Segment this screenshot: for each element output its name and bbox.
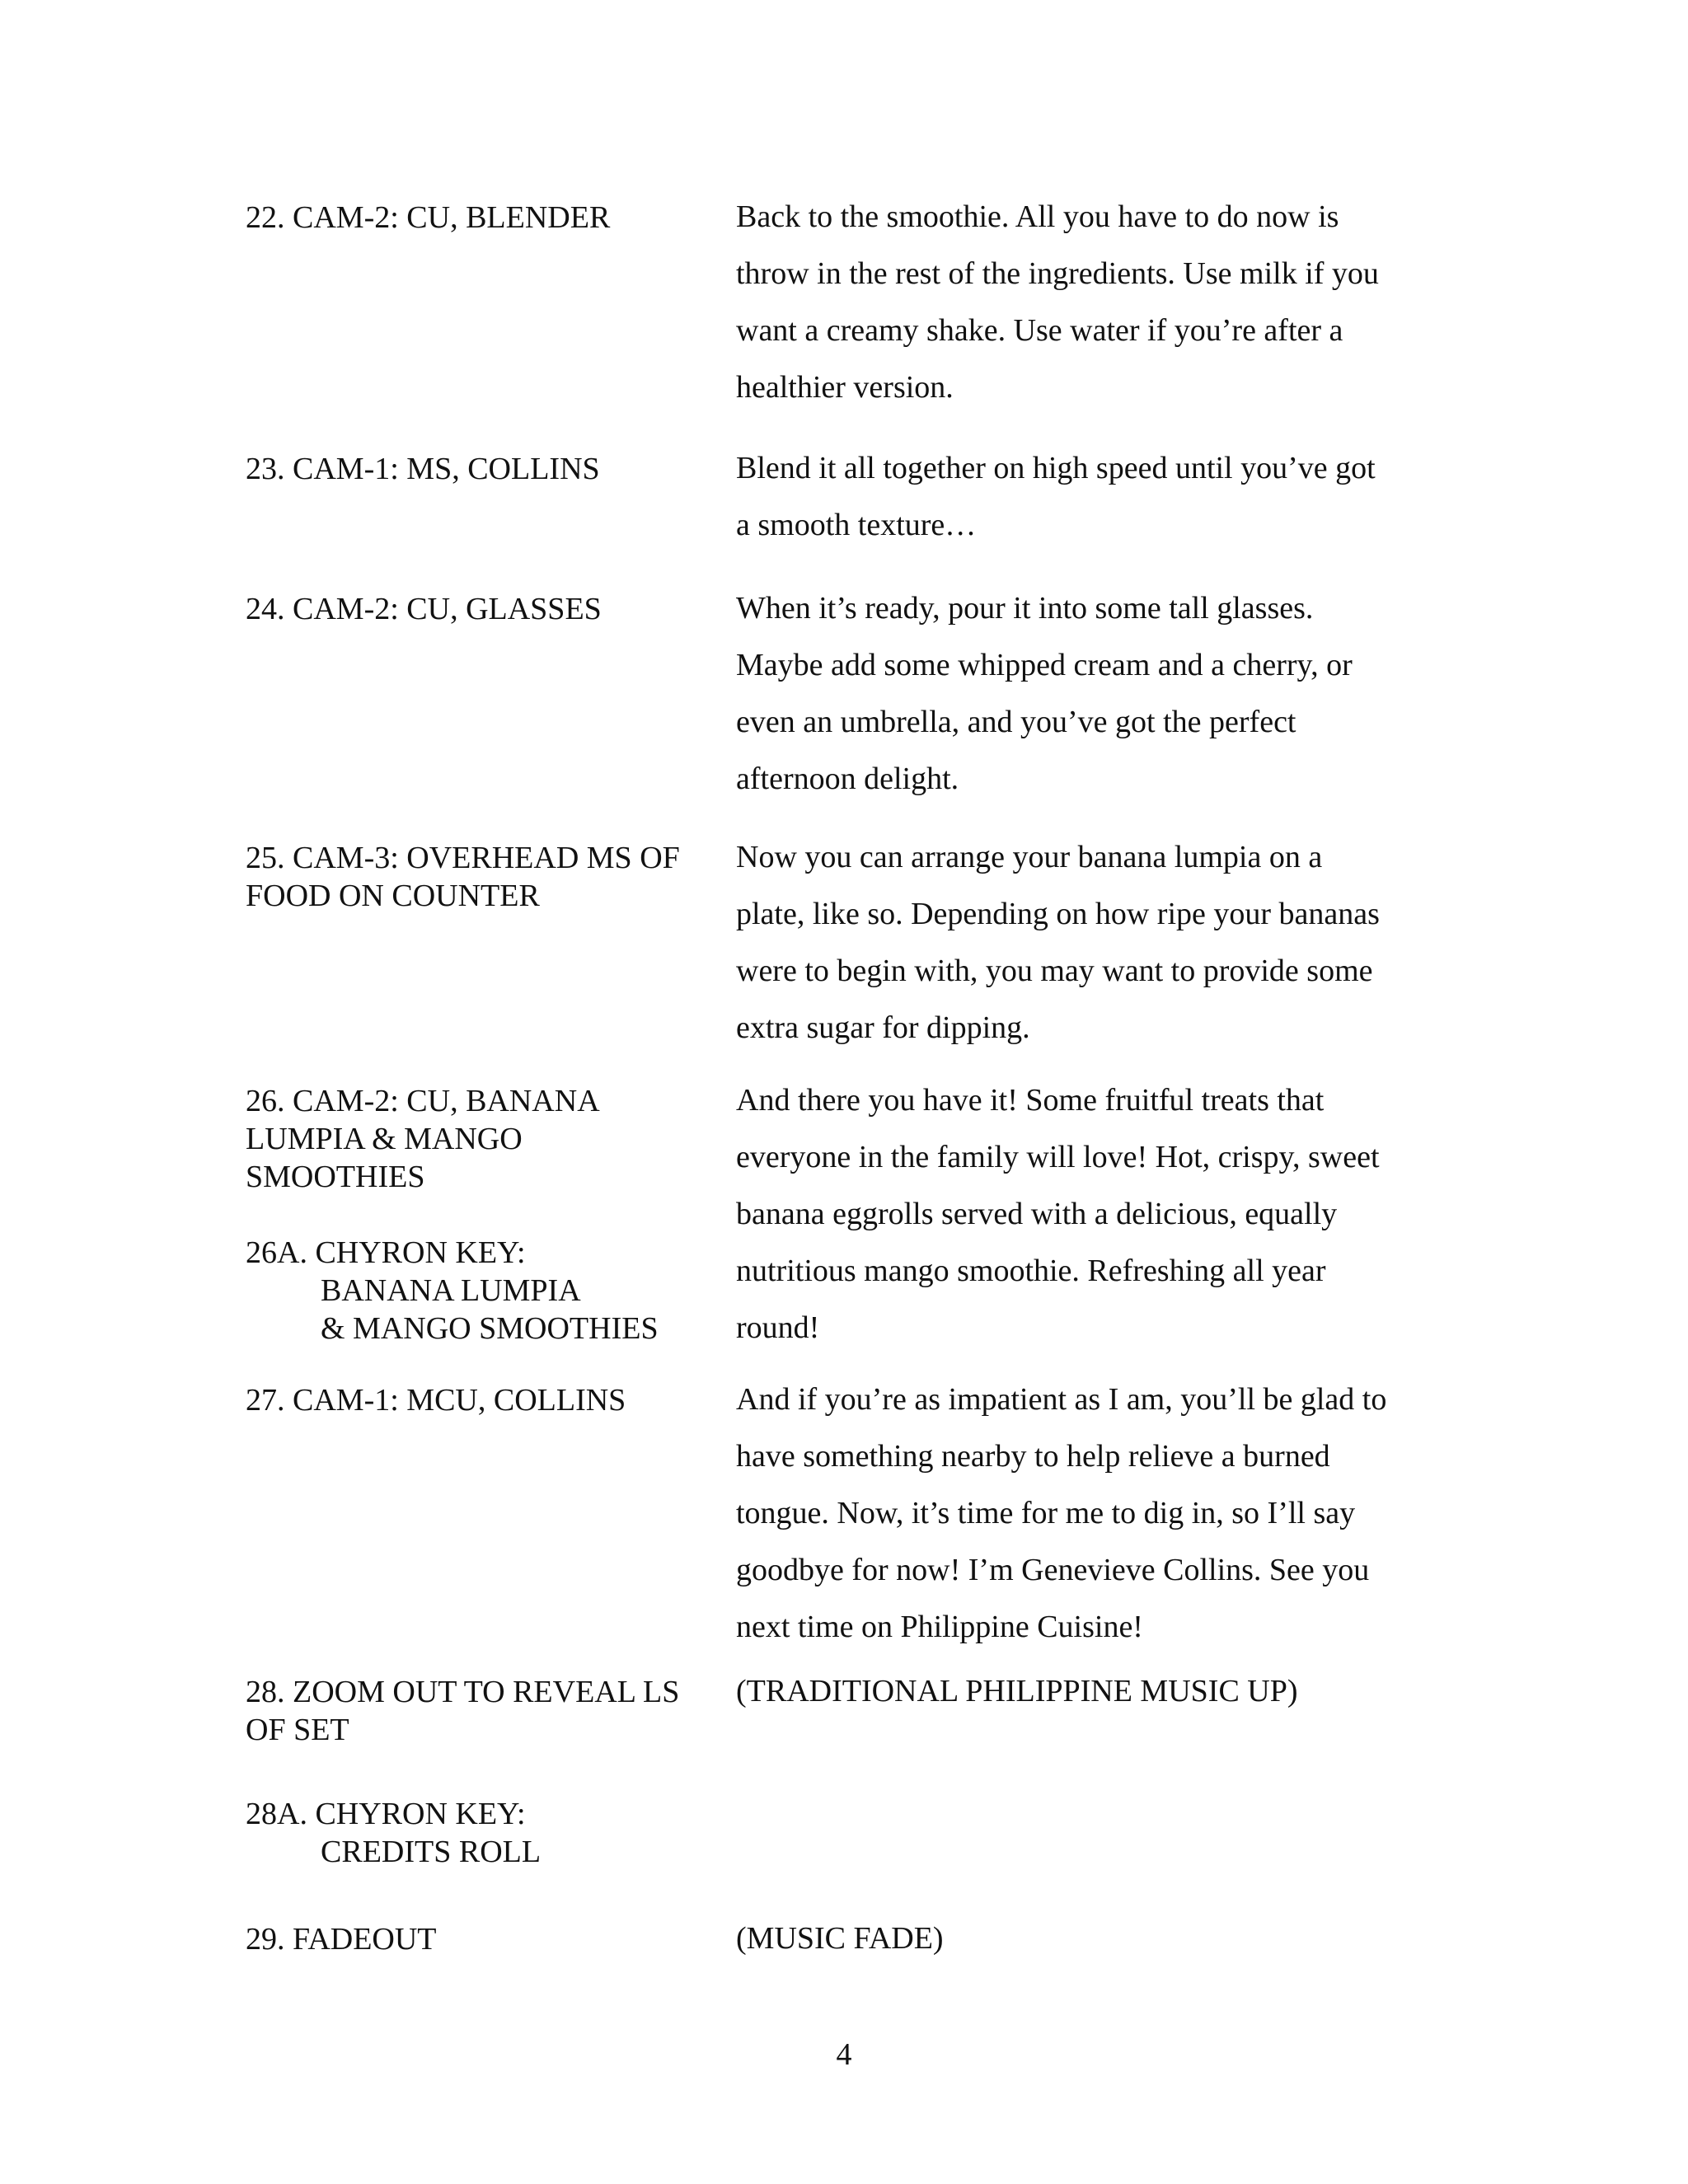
audio-line: (TRADITIONAL PHILIPPINE MUSIC UP) — [736, 1674, 1298, 1708]
audio-line: extra sugar for dipping. — [736, 1010, 1030, 1045]
video-cue-25-cont: FOOD ON COUNTER — [246, 879, 540, 913]
chyron-text: BANANA LUMPIA — [321, 1273, 581, 1308]
chyron-text: & MANGO SMOOTHIES — [321, 1311, 659, 1346]
chyron-text: CREDITS ROLL — [321, 1835, 542, 1869]
video-cue-25: 25. CAM-3: OVERHEAD MS OF — [246, 841, 680, 875]
chyron-cue-26a: 26A. CHYRON KEY: — [246, 1235, 526, 1270]
audio-line: round! — [736, 1310, 820, 1345]
video-cue-28: 28. ZOOM OUT TO REVEAL LS — [246, 1675, 680, 1709]
audio-line: next time on Philippine Cuisine! — [736, 1610, 1143, 1644]
video-cue-26-cont: SMOOTHIES — [246, 1160, 425, 1194]
video-cue-24: 24. CAM-2: CU, GLASSES — [246, 592, 602, 626]
audio-line: banana eggrolls served with a delicious, equally — [736, 1197, 1338, 1231]
video-cue-22: 22. CAM-2: CU, BLENDER — [246, 200, 611, 235]
audio-line: Now you can arrange your banana lumpia on a — [736, 840, 1323, 874]
video-cue-26-cont: LUMPIA & MANGO — [246, 1122, 523, 1156]
audio-line: nutritious mango smoothie. Refreshing all year — [736, 1254, 1326, 1288]
audio-line: want a creamy shake. Use water if you’re after a — [736, 313, 1343, 348]
audio-line: Back to the smoothie. All you have to do now is — [736, 199, 1339, 234]
video-cue-29: 29. FADEOUT — [246, 1922, 437, 1957]
audio-line: everyone in the family will love! Hot, crispy, sweet — [736, 1140, 1380, 1174]
video-cue-23: 23. CAM-1: MS, COLLINS — [246, 452, 600, 486]
audio-line: throw in the rest of the ingredients. Use milk if you — [736, 256, 1379, 291]
video-cue-26: 26. CAM-2: CU, BANANA — [246, 1084, 600, 1118]
audio-line: And there you have it! Some fruitful treats that — [736, 1083, 1325, 1118]
audio-line: were to begin with, you may want to provide some — [736, 954, 1373, 988]
audio-line: even an umbrella, and you’ve got the perfect — [736, 705, 1296, 739]
audio-line: tongue. Now, it’s time for me to dig in, so I’ll say — [736, 1496, 1356, 1530]
audio-line: a smooth texture… — [736, 508, 977, 542]
video-cue-28-cont: OF SET — [246, 1713, 349, 1747]
video-cue-27: 27. CAM-1: MCU, COLLINS — [246, 1383, 626, 1418]
audio-line: plate, like so. Depending on how ripe your bananas — [736, 897, 1380, 931]
audio-line: And if you’re as impatient as I am, you’ll be glad to — [736, 1382, 1387, 1417]
audio-line: healthier version. — [736, 370, 954, 405]
audio-line: When it’s ready, pour it into some tall glasses. — [736, 591, 1314, 626]
audio-line: Blend it all together on high speed until you’ve got — [736, 451, 1376, 485]
audio-line: Maybe add some whipped cream and a cherry, or — [736, 648, 1353, 682]
audio-line: goodbye for now! I’m Genevieve Collins. See you — [736, 1553, 1370, 1587]
audio-line: afternoon delight. — [736, 762, 959, 796]
page-number: 4 — [836, 2037, 852, 2072]
chyron-cue-28a: 28A. CHYRON KEY: — [246, 1797, 526, 1831]
audio-line: have something nearby to help relieve a burned — [736, 1439, 1330, 1474]
audio-line: (MUSIC FADE) — [736, 1921, 944, 1956]
